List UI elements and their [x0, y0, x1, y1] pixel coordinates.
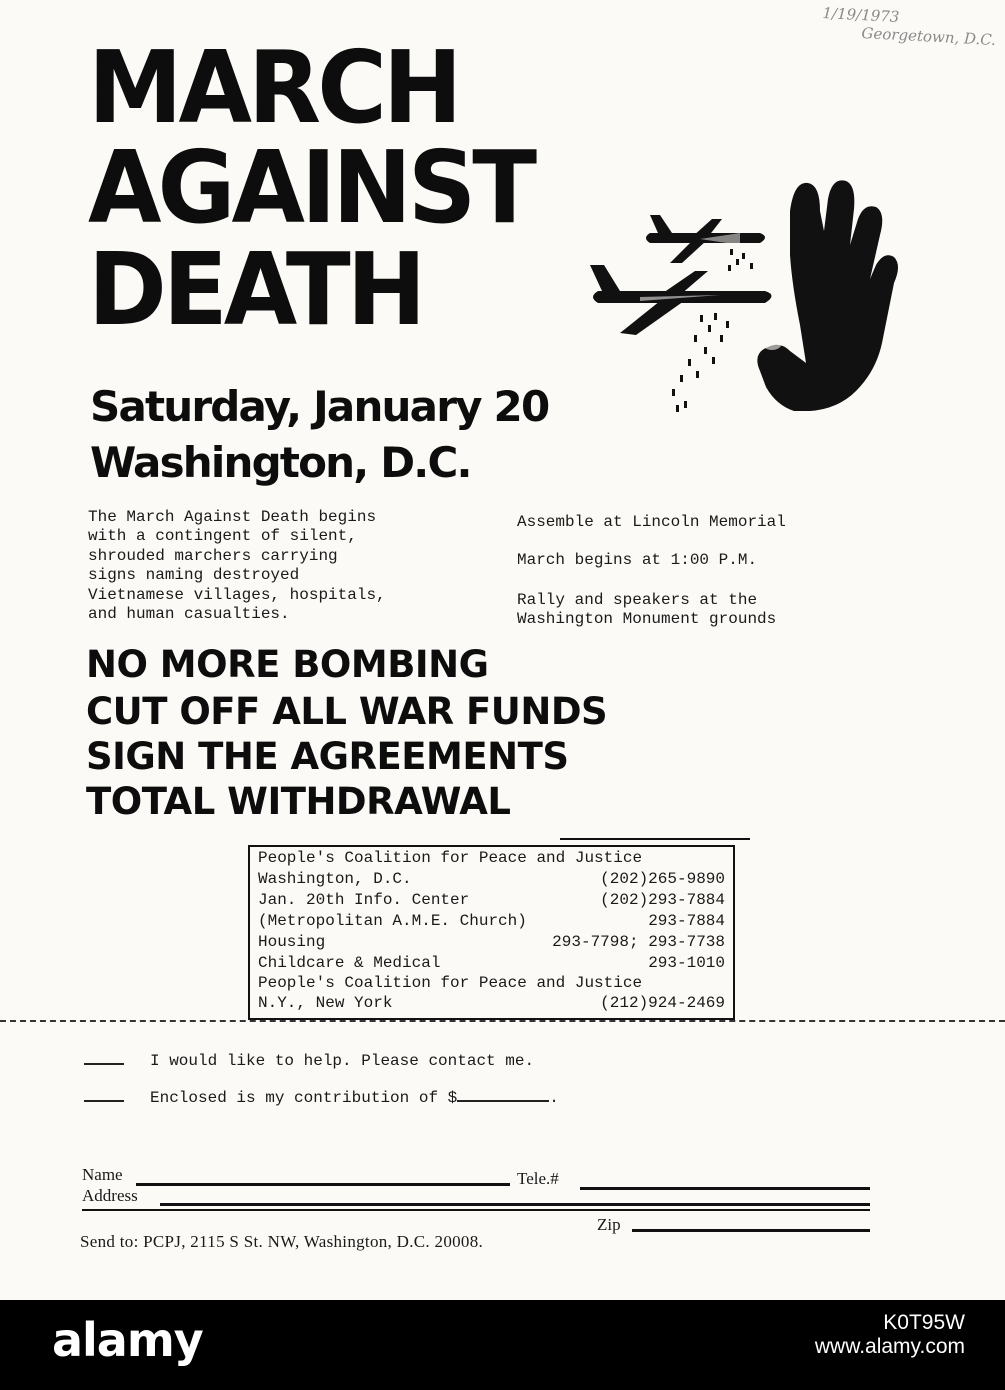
- divider-line: [560, 838, 750, 840]
- stop-hand-icon: [757, 180, 898, 411]
- contact-label: Jan. 20th Info. Center: [258, 891, 470, 909]
- description-line: and human casualties.: [88, 605, 290, 623]
- contribution-row[interactable]: [84, 1089, 559, 1109]
- contact-label: N.Y., New York: [258, 994, 393, 1012]
- contact-phone: (212)924-2469: [600, 994, 725, 1012]
- contribution-period: .: [549, 1089, 559, 1107]
- address-field-line[interactable]: [160, 1203, 870, 1206]
- demand-line: NO MORE BOMBING: [86, 643, 489, 686]
- contribution-amount-field[interactable]: [457, 1100, 549, 1102]
- contact-label: People's Coalition for Peace and Justice: [258, 974, 643, 992]
- bomber-plane-icon: [590, 265, 772, 335]
- cut-line: [0, 1020, 1005, 1022]
- name-label: Name: [82, 1165, 123, 1184]
- contact-box: [248, 845, 735, 1020]
- title-line-3: DEATH: [88, 232, 423, 349]
- contact-phone: 293-7884: [648, 912, 725, 930]
- contact-row: [258, 891, 725, 911]
- contact-row: [258, 849, 725, 869]
- contact-row: [258, 974, 725, 994]
- demand-line: CUT OFF ALL WAR FUNDS: [86, 690, 608, 733]
- schedule-march-time: March begins at 1:00 P.M.: [517, 551, 758, 569]
- alamy-logo: alamy: [52, 1313, 203, 1367]
- description-line: signs naming destroyed: [88, 566, 300, 584]
- bomber-plane-icon: [646, 215, 765, 263]
- description-line: Vietnamese villages, hospitals,: [88, 586, 386, 604]
- handwritten-date: 1/19/1973: [822, 4, 900, 27]
- stock-image-id: K0T95W: [883, 1311, 965, 1334]
- contact-label: (Metropolitan A.M.E. Church): [258, 912, 527, 930]
- handwritten-place: Georgetown, D.C.: [861, 24, 997, 50]
- schedule-rally: Rally and speakers at the: [517, 591, 758, 609]
- schedule-assemble: Assemble at Lincoln Memorial: [517, 513, 786, 531]
- help-checkbox-blank[interactable]: [84, 1063, 124, 1065]
- bombers-and-hand-illustration: [580, 175, 920, 425]
- contribution-checkbox-blank[interactable]: [84, 1100, 124, 1102]
- contribution-label: Enclosed is my contribution of $: [150, 1089, 458, 1107]
- tele-field-line[interactable]: [580, 1187, 870, 1190]
- contact-row: [258, 870, 725, 890]
- falling-bombs-icon: [672, 249, 753, 412]
- description-line: with a contingent of silent,: [88, 527, 357, 545]
- contact-label: Housing: [258, 933, 326, 951]
- stock-info: [815, 1311, 965, 1359]
- description-line: The March Against Death begins: [88, 508, 377, 526]
- contact-phone: (202)265-9890: [600, 870, 725, 888]
- help-label: I would like to help. Please contact me.: [150, 1052, 535, 1070]
- demand-line: SIGN THE AGREEMENTS: [86, 735, 569, 778]
- event-location: Washington, D.C.: [90, 438, 471, 487]
- contact-row: [258, 933, 725, 953]
- contact-phone: 293-7798; 293-7738: [552, 933, 725, 951]
- description-line: shrouded marchers carrying: [88, 547, 338, 565]
- title-line-1: MARCH: [88, 30, 459, 147]
- zip-label: Zip: [597, 1215, 621, 1234]
- contact-row: [258, 994, 725, 1014]
- tele-label: Tele.#: [517, 1169, 559, 1188]
- contact-phone: 293-1010: [648, 954, 725, 972]
- title-line-2: AGAINST: [88, 130, 534, 247]
- name-field-line[interactable]: [136, 1183, 510, 1186]
- schedule-rally-location: Washington Monument grounds: [517, 610, 777, 628]
- contact-phone: (202)293-7884: [600, 891, 725, 909]
- contact-label: Washington, D.C.: [258, 870, 412, 888]
- contact-label: Childcare & Medical: [258, 954, 441, 972]
- contact-row: [258, 954, 725, 974]
- address-second-line[interactable]: [82, 1209, 870, 1211]
- contact-label: People's Coalition for Peace and Justice: [258, 849, 643, 867]
- contact-row: [258, 912, 725, 932]
- send-to-address: Send to: PCPJ, 2115 S St. NW, Washington, D.C. 20008.: [80, 1232, 484, 1251]
- zip-field-line[interactable]: [632, 1229, 870, 1232]
- demand-line: TOTAL WITHDRAWAL: [86, 780, 511, 823]
- help-checkbox-row[interactable]: [84, 1052, 534, 1072]
- event-date: Saturday, January 20: [90, 382, 549, 431]
- stock-url: www.alamy.com: [814, 1335, 965, 1358]
- address-label: Address: [82, 1186, 138, 1205]
